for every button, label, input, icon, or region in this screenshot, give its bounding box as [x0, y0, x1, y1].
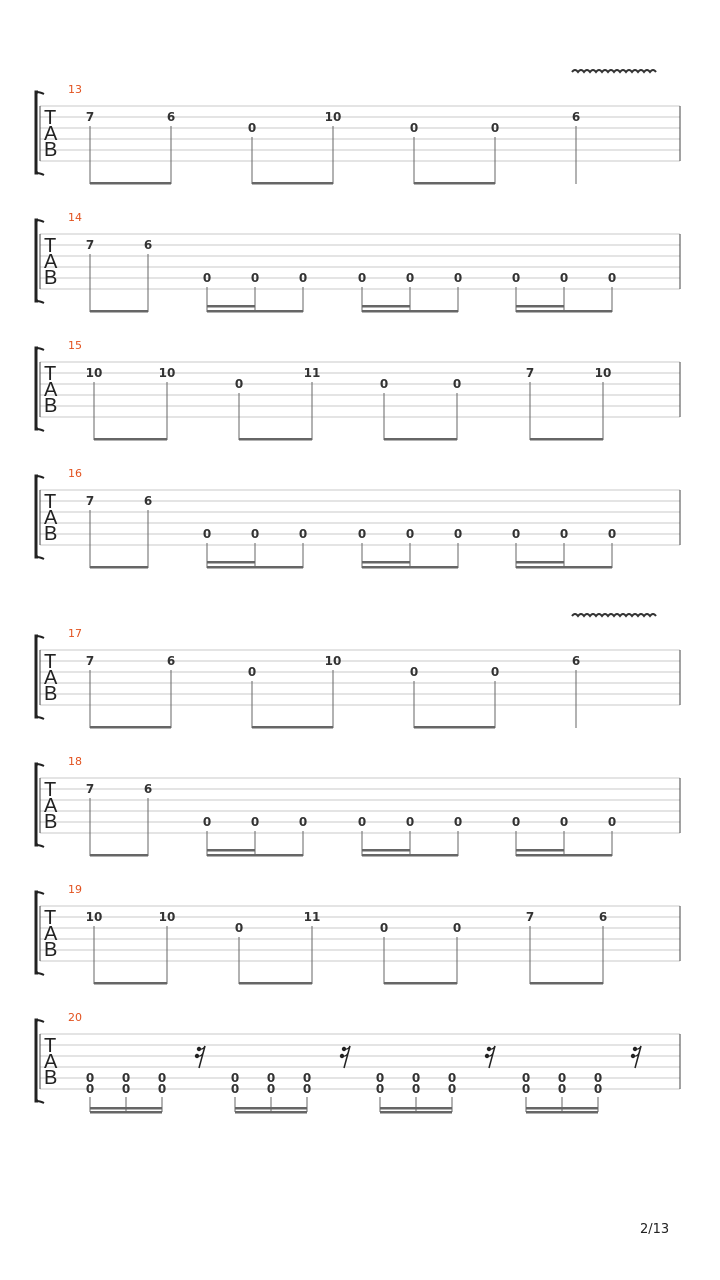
beam	[530, 982, 603, 985]
sixteenth-rest	[340, 1046, 350, 1068]
tab-clef-letter: T	[44, 235, 57, 257]
fret-number: 0	[357, 527, 367, 541]
beam	[90, 566, 148, 569]
note-group	[248, 654, 342, 729]
tab-clef-letter: T	[44, 363, 57, 385]
tab-clef-letter: B	[44, 395, 58, 417]
fret-number: 10	[85, 910, 103, 924]
fret-number: 7	[85, 782, 95, 796]
tab-clef-letter: B	[44, 267, 58, 289]
fret-number: 0	[379, 921, 389, 935]
beam	[235, 1107, 307, 1110]
fret-number: 0	[452, 921, 462, 935]
beam	[414, 726, 495, 729]
fret-number: 0	[453, 527, 463, 541]
system-bracket	[36, 764, 38, 845]
note-group	[410, 665, 499, 729]
fret-number: 0	[607, 527, 617, 541]
beam	[207, 310, 303, 313]
tab-clef-letter: T	[44, 779, 57, 801]
tab-clef-letter: T	[44, 651, 57, 673]
fret-number: 0	[298, 815, 308, 829]
beam	[414, 182, 495, 185]
fret-number: 0	[557, 1082, 567, 1096]
fret-number: 0	[593, 1071, 603, 1085]
measure-number: 15	[68, 339, 82, 352]
note-group	[86, 654, 175, 729]
note-group	[358, 815, 462, 857]
fret-number: 0	[452, 377, 462, 391]
tab-system-20	[36, 1011, 680, 1114]
beam	[362, 849, 410, 852]
fret-number: 7	[525, 366, 535, 380]
fret-number: 0	[379, 377, 389, 391]
sixteenth-rest	[195, 1046, 205, 1068]
fret-number: 0	[447, 1082, 457, 1096]
fret-number: 11	[303, 366, 321, 380]
note-group	[86, 366, 176, 441]
fret-number: 0	[157, 1071, 167, 1085]
tab-clef-letter: A	[44, 923, 58, 945]
beam	[90, 726, 171, 729]
tab-clef-letter: B	[44, 683, 58, 705]
beam	[207, 849, 255, 852]
fret-number: 0	[357, 815, 367, 829]
note-group	[526, 910, 607, 985]
fret-number: 0	[405, 527, 415, 541]
fret-number: 0	[85, 1071, 95, 1085]
note-group	[358, 271, 462, 313]
fret-number: 0	[453, 271, 463, 285]
fret-number: 10	[324, 110, 342, 124]
tab-clef-letter: T	[44, 107, 57, 129]
fret-number: 0	[234, 921, 244, 935]
tab-system-14	[36, 211, 680, 313]
fret-number: 7	[85, 110, 95, 124]
fret-number: 0	[411, 1082, 421, 1096]
fret-number: 6	[571, 110, 581, 124]
beam	[252, 726, 333, 729]
bracket-bottom-curl	[36, 973, 44, 975]
fret-number: 10	[158, 910, 176, 924]
bracket-bottom-curl	[36, 845, 44, 847]
tab-clef-letter: B	[44, 523, 58, 545]
note-group	[512, 271, 616, 313]
beam	[362, 561, 410, 564]
fret-number: 6	[166, 654, 176, 668]
beam	[362, 566, 458, 569]
tab-clef-letter: A	[44, 507, 58, 529]
beam	[94, 438, 167, 441]
beam	[380, 1111, 452, 1114]
note-group	[248, 110, 342, 185]
system-bracket	[36, 636, 38, 717]
fret-number: 0	[85, 1082, 95, 1096]
beam	[526, 1111, 598, 1114]
beam	[207, 305, 255, 308]
tab-system-19	[36, 883, 680, 985]
fret-number: 0	[266, 1071, 276, 1085]
fret-number: 6	[143, 238, 153, 252]
beam	[362, 310, 458, 313]
fret-number: 0	[559, 527, 569, 541]
fret-number: 0	[247, 665, 257, 679]
beam	[384, 438, 457, 441]
beam	[516, 305, 564, 308]
bracket-bottom-curl	[36, 301, 44, 303]
fret-number: 0	[607, 271, 617, 285]
fret-number: 10	[324, 654, 342, 668]
beam	[362, 305, 410, 308]
fret-number: 7	[85, 494, 95, 508]
beam	[252, 182, 333, 185]
beam	[235, 1111, 307, 1114]
system-bracket	[36, 220, 38, 301]
tab-system-16	[36, 467, 680, 569]
beam	[90, 1107, 162, 1110]
fret-number: 0	[511, 527, 521, 541]
measure-number: 16	[68, 467, 82, 480]
note-group	[203, 815, 307, 857]
fret-number: 0	[298, 271, 308, 285]
tab-clef-letter: A	[44, 795, 58, 817]
beam	[90, 182, 171, 185]
note-group	[526, 366, 612, 441]
tab-clef-letter: B	[44, 1067, 58, 1089]
beam	[516, 566, 612, 569]
measure-number: 17	[68, 627, 82, 640]
fret-number: 0	[409, 665, 419, 679]
tab-clef-letter: B	[44, 939, 58, 961]
fret-number: 7	[85, 654, 95, 668]
fret-number: 0	[230, 1071, 240, 1085]
fret-number: 0	[405, 815, 415, 829]
fret-number: 0	[266, 1082, 276, 1096]
fret-number: 6	[598, 910, 608, 924]
beam	[384, 982, 457, 985]
fret-number: 0	[511, 815, 521, 829]
fret-number: 0	[521, 1082, 531, 1096]
fret-number: 6	[571, 654, 581, 668]
fret-number: 10	[85, 366, 103, 380]
beam	[530, 438, 603, 441]
beam	[207, 854, 303, 857]
note-group	[203, 527, 307, 569]
fret-number: 0	[250, 815, 260, 829]
note-group	[203, 271, 307, 313]
fret-number: 0	[511, 271, 521, 285]
system-bracket	[36, 1020, 38, 1101]
fret-number: 0	[202, 815, 212, 829]
bracket-bottom-curl	[36, 173, 44, 175]
note-group	[512, 527, 616, 569]
beam	[516, 849, 564, 852]
system-bracket	[36, 92, 38, 173]
beam	[380, 1107, 452, 1110]
fret-number: 7	[525, 910, 535, 924]
fret-number: 0	[357, 271, 367, 285]
fret-number: 0	[202, 271, 212, 285]
tab-clef-letter: A	[44, 1051, 58, 1073]
tab-system-17	[36, 627, 680, 729]
bracket-bottom-curl	[36, 429, 44, 431]
measure-number: 13	[68, 83, 82, 96]
fret-number: 0	[234, 377, 244, 391]
fret-number: 6	[143, 494, 153, 508]
fret-number: 0	[375, 1071, 385, 1085]
beam	[90, 1111, 162, 1114]
fret-number: 0	[559, 815, 569, 829]
sixteenth-rest	[485, 1046, 495, 1068]
fret-number: 7	[85, 238, 95, 252]
fret-number: 0	[490, 121, 500, 135]
beam	[516, 310, 612, 313]
note-group	[235, 910, 321, 985]
vibrato-mark	[572, 614, 656, 616]
beam	[362, 854, 458, 857]
measure-number: 19	[68, 883, 82, 896]
note-group	[572, 654, 580, 728]
measure-number: 14	[68, 211, 82, 224]
bracket-bottom-curl	[36, 1101, 44, 1103]
fret-number: 0	[559, 271, 569, 285]
fret-number: 0	[250, 271, 260, 285]
fret-number: 0	[557, 1071, 567, 1085]
fret-number: 0	[411, 1071, 421, 1085]
note-group	[572, 110, 580, 184]
tab-clef-letter: A	[44, 123, 58, 145]
fret-number: 0	[521, 1071, 531, 1085]
fret-number: 0	[157, 1082, 167, 1096]
note-group	[86, 782, 152, 857]
vibrato-mark	[572, 70, 656, 72]
beam	[90, 854, 148, 857]
page-number: 2/13	[640, 1222, 670, 1237]
tab-system-13	[36, 83, 680, 185]
sixteenth-rest	[631, 1046, 641, 1068]
fret-number: 0	[250, 527, 260, 541]
bracket-bottom-curl	[36, 717, 44, 719]
system-bracket	[36, 348, 38, 429]
measure-number: 18	[68, 755, 82, 768]
fret-number: 10	[594, 366, 612, 380]
tab-clef-letter: B	[44, 139, 58, 161]
fret-number: 0	[447, 1071, 457, 1085]
fret-number: 0	[302, 1071, 312, 1085]
fret-number: 0	[490, 665, 500, 679]
tab-clef-letter: B	[44, 811, 58, 833]
note-group	[235, 366, 321, 441]
beam	[516, 854, 612, 857]
tab-clef-letter: T	[44, 491, 57, 513]
fret-number: 0	[405, 271, 415, 285]
fret-number: 6	[166, 110, 176, 124]
beam	[516, 561, 564, 564]
fret-number: 0	[202, 527, 212, 541]
note-group	[380, 921, 461, 985]
tab-system-18	[36, 755, 680, 857]
fret-number: 0	[607, 815, 617, 829]
fret-number: 0	[375, 1082, 385, 1096]
fret-number: 0	[593, 1082, 603, 1096]
beam	[239, 982, 312, 985]
tab-clef-letter: A	[44, 379, 58, 401]
fret-number: 0	[302, 1082, 312, 1096]
tab-clef-letter: A	[44, 667, 58, 689]
note-group	[380, 377, 461, 441]
system-bracket	[36, 892, 38, 973]
bracket-bottom-curl	[36, 557, 44, 559]
measure-number: 20	[68, 1011, 82, 1024]
beam	[526, 1107, 598, 1110]
beam	[207, 566, 303, 569]
tab-system-15	[36, 339, 680, 441]
fret-number: 11	[303, 910, 321, 924]
note-group	[86, 910, 176, 985]
fret-number: 0	[247, 121, 257, 135]
beam	[239, 438, 312, 441]
fret-number: 0	[121, 1071, 131, 1085]
note-group	[86, 110, 175, 185]
note-group	[512, 815, 616, 857]
beam	[207, 561, 255, 564]
note-group	[86, 494, 152, 569]
beam	[94, 982, 167, 985]
fret-number: 0	[230, 1082, 240, 1096]
fret-number: 6	[143, 782, 153, 796]
fret-number: 0	[453, 815, 463, 829]
fret-number: 0	[409, 121, 419, 135]
system-bracket	[36, 476, 38, 557]
fret-number: 10	[158, 366, 176, 380]
tab-clef-letter: T	[44, 1035, 57, 1057]
tab-clef-letter: A	[44, 251, 58, 273]
tab-clef-letter: T	[44, 907, 57, 929]
fret-number: 0	[298, 527, 308, 541]
beam	[90, 310, 148, 313]
note-group	[410, 121, 499, 185]
note-group	[358, 527, 462, 569]
fret-number: 0	[121, 1082, 131, 1096]
note-group	[86, 238, 152, 313]
